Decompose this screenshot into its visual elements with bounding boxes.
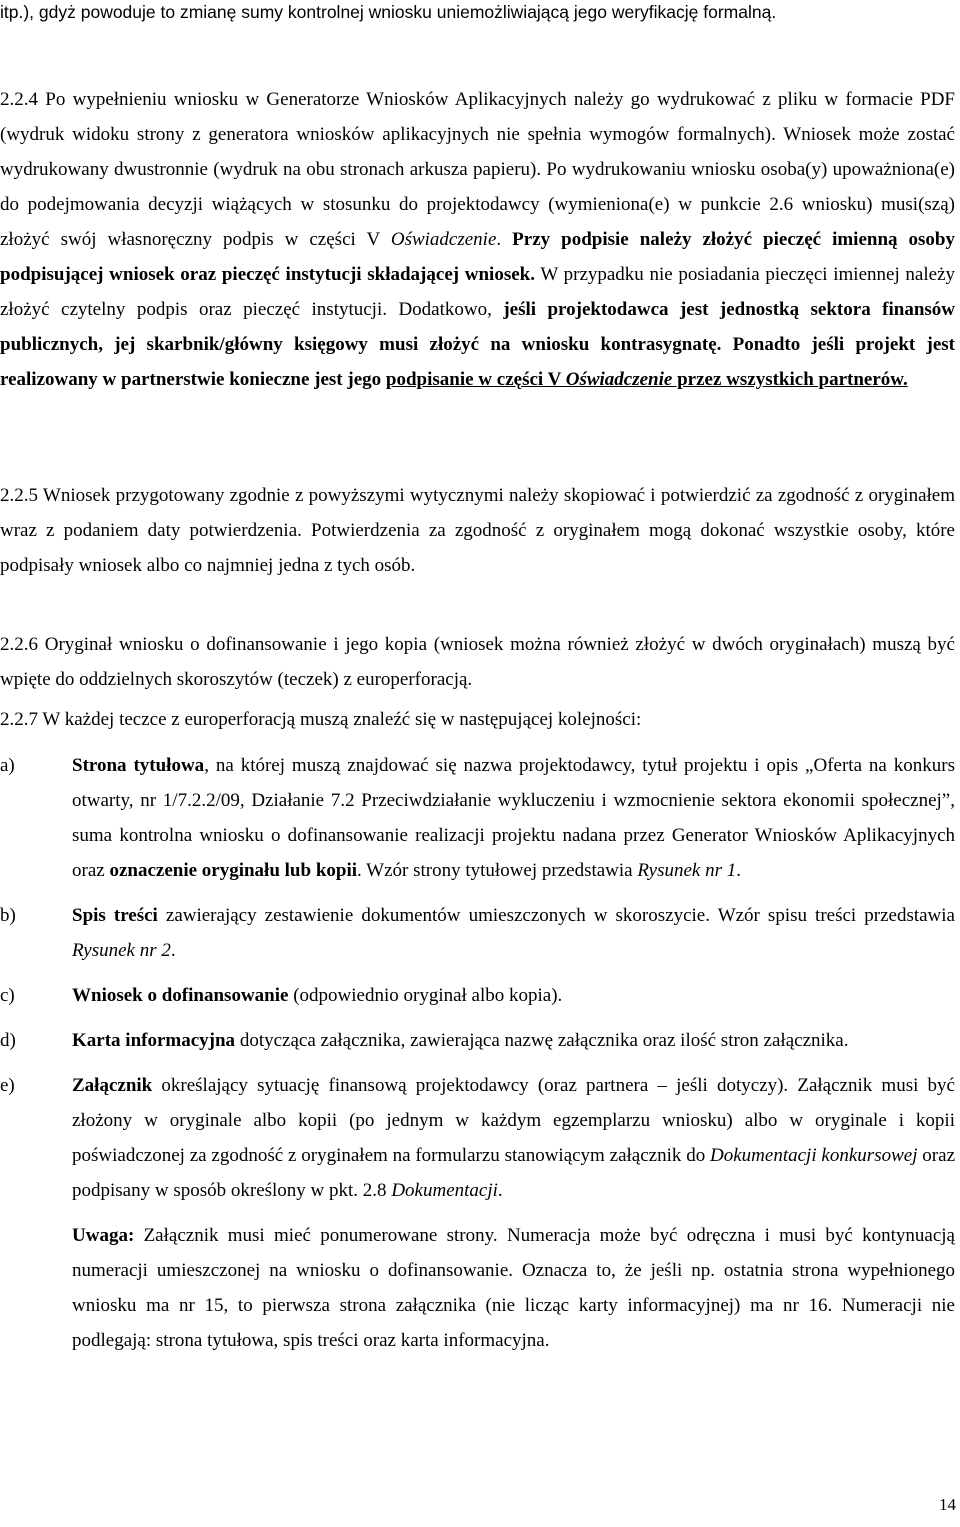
text-run: oraz podpisany w sposób określony w pkt. 2.8 (72, 1145, 955, 1201)
bold-underline-run: przez wszystkich partnerów. (672, 369, 908, 390)
list-marker: a) (0, 755, 15, 776)
italic-run: Oświadczenie (390, 229, 497, 250)
bold-run: jeśli projektodawca jest jednostką sektora finansów publicznych, jej skarbnik/główny księgowy musi złożyć na wniosku kontrasygnatę. Ponadto jeśli projekt jest realizowany w partnerstwie konieczne jest jego (0, 299, 956, 390)
bold-run: oznaczenie oryginału lub kopii (109, 860, 358, 881)
list-item-e (0, 1068, 955, 1208)
paragraph-text (0, 82, 955, 397)
paragraph-2-2-4 (0, 82, 955, 397)
bold-run: Wniosek o dofinansowanie (72, 985, 289, 1006)
paragraph-2-2-7 (0, 702, 955, 737)
text-run: dotycząca załącznika, zawierająca nazwę załącznika oraz ilość stron załącznika. (235, 1030, 849, 1051)
list-item-b (0, 898, 955, 968)
page-number: 14 (939, 1495, 956, 1514)
list-marker: d) (0, 1030, 16, 1051)
paragraph-text: 2.2.6 Oryginał wniosku o dofinansowanie i jego kopia (wniosek można również złożyć w dwóch oryginałach) muszą być wpięte do oddzielnych skoroszytów (teczek) z europerforacją. (0, 634, 955, 690)
list-item-text (72, 1023, 955, 1058)
text-run: zawierający zestawienie dokumentów umieszczonych w skoroszycie. Wzór spisu treści przedstawia (157, 905, 955, 926)
document-list (0, 748, 955, 1358)
bold-run: Uwaga: (72, 1225, 135, 1246)
list-marker: b) (0, 905, 16, 926)
list-marker: e) (0, 1075, 15, 1096)
paragraph-text: 2.2.7 W każdej teczce z europerforacją muszą znaleźć się w następującej kolejności: (0, 709, 642, 730)
italic-run: Dokumentacji (391, 1180, 498, 1201)
text-run: , na której muszą znajdować się nazwa projektodawcy, tytuł projektu i opis „Oferta na konkurs otwarty, nr 1/7.2.2/09, Działanie 7.2 Przeciwdziałanie wykluczeniu i wzmocnienie sektora ekonomii społecznej”, suma kontrolna wniosku o dofinansowanie realizacji projektu nadana przez Generator Wniosków Aplikacyjnych oraz (72, 755, 955, 881)
text-run: Załącznik musi mieć ponumerowane strony. Numeracja może być odręczna i musi być kontynuacją numeracji umieszczonej na wniosku o dofinansowanie. Oznacza to, że jeśli np. ostatnia strona wypełnionego wniosku ma nr 15, to pierwsza strona załącznika (nie licząc karty informacyjnej) ma nr 16. Numeracji nie podlegają: strona tytułowa, spis treści oraz karta informacyjna. (72, 1225, 955, 1351)
note-uwaga (0, 1218, 955, 1358)
text-run: określający sytuację finansową projektodawcy (oraz partnera – jeśli dotyczy). Załącznik musi być złożony w oryginale albo kopii (po jednym w każdym egzemplarzu wniosku) albo w oryginale i kopii poświadczonej za zgodność z oryginałem na formularzu stanowiącym załącznik do (72, 1075, 955, 1166)
list-item-text (72, 1068, 955, 1208)
bold-run: Karta informacyjna (72, 1030, 236, 1051)
text-run: (odpowiednio oryginał albo kopia). (288, 985, 563, 1006)
paragraph-continuation (0, 0, 955, 30)
list-item-text (72, 898, 955, 968)
bold-underline-run: podpisanie w części V (385, 369, 566, 390)
paragraph-2-2-5 (0, 478, 955, 583)
list-item-a (0, 748, 955, 888)
italic-run: Rysunek nr 2 (72, 940, 171, 961)
list-item-text (72, 978, 955, 1013)
list-marker: c) (0, 985, 15, 1006)
text-run: W przypadku nie posiadania pieczęci imiennej należy złożyć czytelny podpis oraz pieczęć instytucji. Dodatkowo, (0, 264, 955, 320)
text-run: 2.2.4 Po wypełnieniu wniosku w Generatorze Wniosków Aplikacyjnych należy go wydrukować z pliku w formacie PDF (wydruk widoku strony z generatora wniosków aplikacyjnych nie spełnia wymogów formalnych). Wniosek może zostać wydrukowany dwustronnie (wydruk na obu stronach arkusza papieru). Po wydrukowaniu wniosku osoba(y) upoważniona(e) do podejmowania decyzji wiążących w stosunku do projektodawcy (wymieniona(e) w punkcie 2.6 wniosku) musi(szą) złożyć swój własnoręczny podpis w części V (0, 89, 955, 250)
list-item-text (72, 748, 955, 888)
paragraph-text: 2.2.5 Wniosek przygotowany zgodnie z powyższymi wytycznymi należy skopiować i potwierdzić za zgodność z oryginałem wraz z podaniem daty potwierdzenia. Potwierdzenia za zgodność z oryginałem mogą dokonać wszystkie osoby, które podpisały wniosek albo co najmniej jedna z tych osób. (0, 485, 955, 576)
bold-underline-italic-run: Oświadczenie (565, 369, 673, 390)
italic-run: Rysunek nr 1 (637, 860, 737, 881)
text-run: . (497, 1180, 503, 1201)
bold-run: Załącznik (72, 1075, 153, 1096)
note-text (72, 1218, 955, 1358)
bold-run: Strona tytułowa (72, 755, 205, 776)
text-run: . (496, 229, 513, 250)
text-run: . (170, 940, 176, 961)
paragraph-2-2-6 (0, 627, 955, 697)
paragraph-text: itp.), gdyż powoduje to zmianę sumy kontrolnej wniosku uniemożliwiającą jego weryfikację formalną. (0, 2, 777, 22)
italic-run: Dokumentacji konkursowej (710, 1145, 918, 1166)
bold-run: Spis treści (72, 905, 158, 926)
text-run: . Wzór strony tytułowej przedstawia (357, 860, 638, 881)
list-item-c (0, 978, 955, 1013)
bold-run: Przy podpisie należy złożyć pieczęć imienną osoby podpisującej wniosek oraz pieczęć instytucji składającej wniosek. (0, 229, 955, 285)
list-item-d (0, 1023, 955, 1058)
text-run: . (736, 860, 741, 881)
